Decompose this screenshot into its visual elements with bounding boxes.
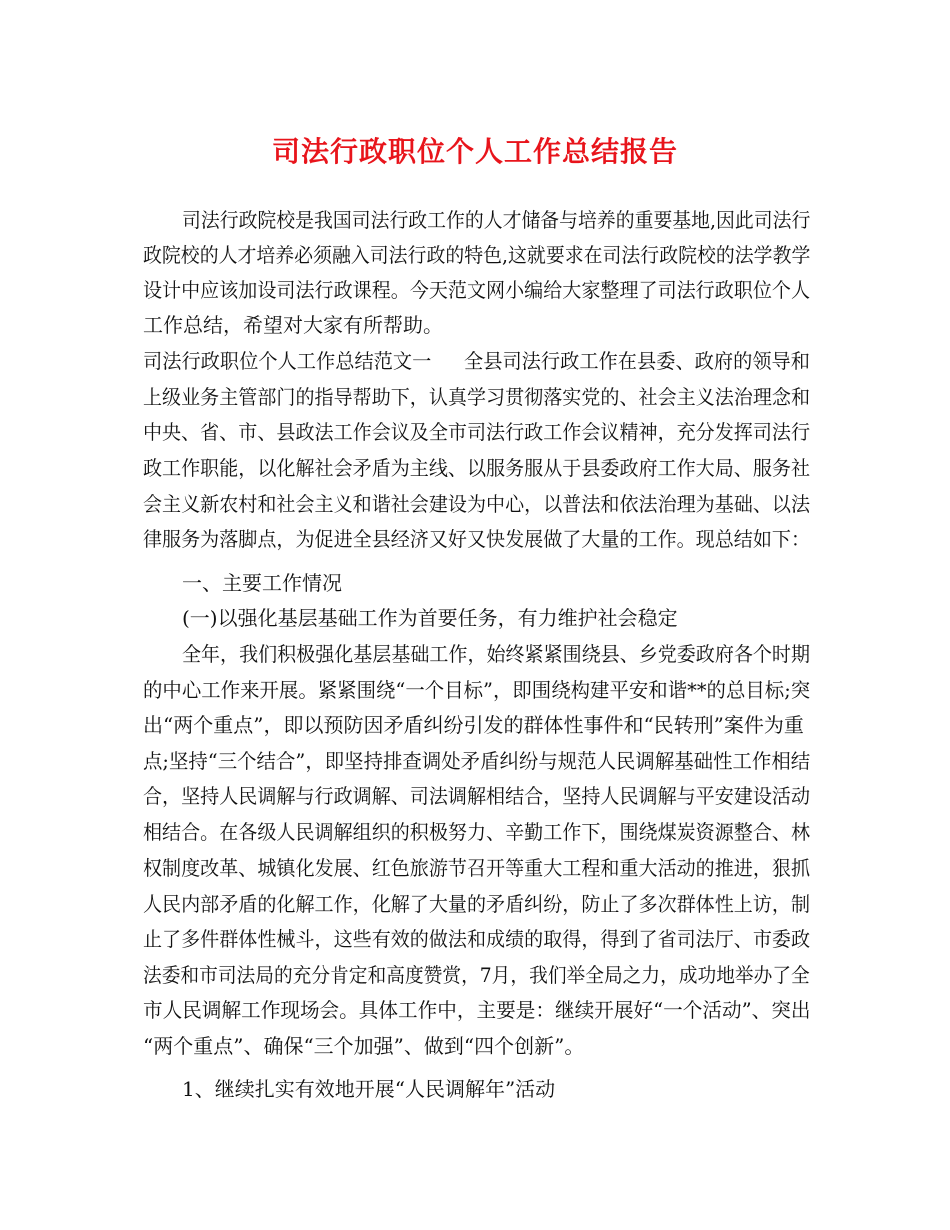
body-line: 政院校的人才培养必须融入司法行政的特色,这就要求在司法行政院校的法学教学	[143, 243, 811, 267]
body-line: 市人民调解工作现场会。具体工作中，主要是：继续开展好“一个活动”、突出	[143, 998, 811, 1022]
body-line: 权制度改革、城镇化发展、红色旅游节召开等重大工程和重大活动的推进，狠抓	[143, 856, 811, 880]
body-line: 中央、省、市、县政法工作会议及全市司法行政工作会议精神，充分发挥司法行	[143, 420, 811, 444]
body-line: 司法行政院校是我国司法行政工作的人才储备与培养的重要基地,因此司法行	[182, 208, 811, 232]
body-line: 相结合。在各级人民调解组织的积极努力、辛勤工作下，围绕煤炭资源整合、林	[143, 820, 811, 844]
body-line: 点;坚持“三个结合”，即坚持排查调处矛盾纠纷与规范人民调解基础性工作相结	[143, 749, 811, 773]
body-line: 的中心工作来开展。紧紧围绕“一个目标”，即围绕构建平安和谐**的总目标;突	[143, 678, 811, 702]
body-line: 法委和市司法局的充分肯定和高度赞赏，7月，我们举全局之力，成功地举办了全	[143, 963, 810, 987]
body-line: 合，坚持人民调解与行政调解、司法调解相结合，坚持人民调解与平安建设活动	[143, 784, 811, 808]
sample-heading: 司法行政职位个人工作总结范文一	[143, 349, 432, 373]
body-line: 设计中应该加设司法行政课程。今天范文网小编给大家整理了司法行政职位个人	[143, 278, 811, 302]
section-heading: 一、主要工作情况	[182, 571, 342, 595]
body-line: 上级业务主管部门的指导帮助下，认真学习贯彻落实党的、社会主义法治理念和	[143, 385, 811, 409]
body-line: “两个重点”、确保“三个加强”、做到“四个创新”。	[143, 1034, 585, 1058]
body-line: 人民内部矛盾的化解工作，化解了大量的矛盾纠纷，防止了多次群体性上访，制	[143, 892, 811, 916]
body-line: 出“两个重点”，即以预防因矛盾纠纷引发的群体性事件和“民转刑”案件为重	[143, 713, 804, 737]
body-line: 工作总结，希望对大家有所帮助。	[143, 313, 443, 337]
item-heading: 1、继续扎实有效地开展“人民调解年”活动	[182, 1077, 556, 1101]
document-title: 司法行政职位个人工作总结报告	[271, 135, 678, 168]
body-line: 全年，我们积极强化基层基础工作，始终紧紧围绕县、乡党委政府各个时期	[182, 642, 810, 666]
body-line: 政工作职能，以化解社会矛盾为主线、以服务服从于县委政府工作大局、服务社	[143, 456, 811, 480]
body-line: 止了多件群体性械斗，这些有效的做法和成绩的取得，得到了省司法厅、市委政	[143, 927, 811, 951]
body-text: 全县司法行政工作在县委、政府的领导和	[464, 349, 811, 373]
subsection-heading: (一)以强化基层基础工作为首要任务，有力维护社会稳定	[182, 606, 678, 630]
body-line: 律服务为落脚点，为促进全县经济又好又快发展做了大量的工作。现总结如下：	[143, 527, 811, 551]
body-line-section-heading	[143, 347, 810, 375]
body-line: 会主义新农村和社会主义和谐社会建设为中心，以普法和依法治理为基础、以法	[143, 492, 811, 516]
